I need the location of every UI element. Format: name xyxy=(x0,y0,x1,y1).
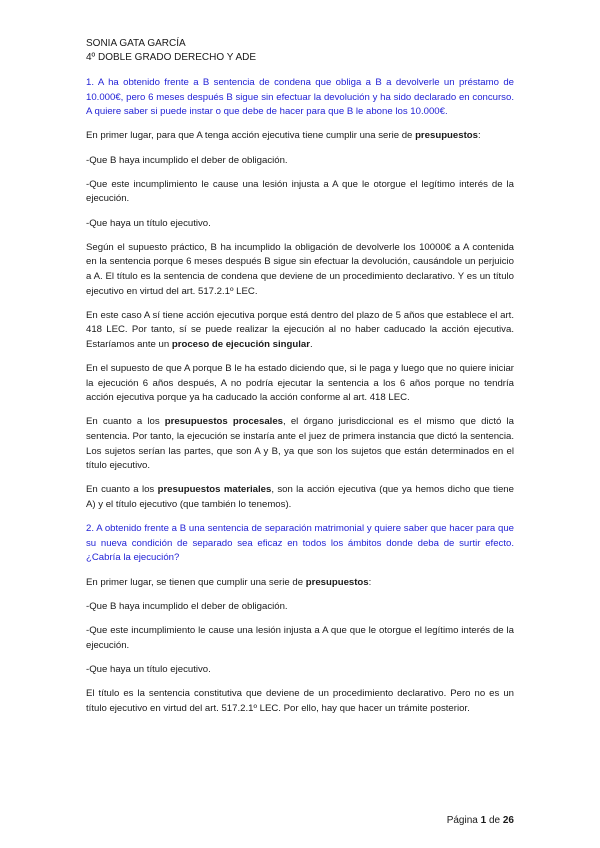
paragraph: En primer lugar, se tienen que cumplir una serie de presupuestos: xyxy=(86,576,372,588)
page-number: Página 1 de 26 xyxy=(446,815,514,826)
list-item: -Que este incumplimiento le cause una lesión injusta a A que le otorgue el legítimo interés de la ejecución. xyxy=(86,178,514,205)
question-2: 2. A obtenido frente a B una sentencia de separación matrimonial y quiere saber que hacer para que su nueva condición de separado sea eficaz en todos los ámbitos donde deba de surtir efecto. ¿Cabría la ejecución? xyxy=(86,523,514,564)
list-item: -Que B haya incumplido el deber de obligación. xyxy=(86,600,288,612)
author-name: SONIA GATA GARCÍA xyxy=(86,38,186,49)
list-item: -Que B haya incumplido el deber de obligación. xyxy=(86,154,288,166)
question-1: 1. A ha obtenido frente a B sentencia de condena que obliga a B a devolverle un préstamo de 10.000€, pero 6 meses después B sigue sin efectuar la devolución y ha sido declarado en concurso. A quiere saber si puede instar o que debe de hacer para que B le abone los 10.000€. xyxy=(86,77,514,118)
list-item: -Que este incumplimiento le cause una lesión injusta a A que que le otorgue el legítimo interés de la ejecución. xyxy=(86,624,514,651)
list-item: -Que haya un título ejecutivo. xyxy=(86,217,211,229)
list-item: -Que haya un título ejecutivo. xyxy=(86,663,211,675)
paragraph: En cuanto a los presupuestos materiales, son la acción ejecutiva (que ya hemos dicho que tiene A) y el título ejecutivo (que también lo tenemos). xyxy=(86,484,514,510)
paragraph: En el supuesto de que A porque B le ha estado diciendo que, si le paga y luego que no quiere iniciar la ejecución 6 años después, A no podría ejecutar la sentencia a los 6 años porque no tendría acción ejecutiva porque ya ha caducado la acción conforme al art. 418 LEC. xyxy=(86,363,514,404)
paragraph: En cuanto a los presupuestos procesales, el órgano jurisdiccional es el mismo que dictó la sentencia. Por tanto, la ejecución se instaría ante el juez de primera instancia que dictó la sentencia. Los sujetos serían las partes, que son A y B, ya que son los sujetos que están determinados en el título ejecutivo. xyxy=(86,416,514,472)
document-page xyxy=(86,37,514,726)
paragraph: En este caso A sí tiene acción ejecutiva porque está dentro del plazo de 5 años que establece el art. 418 LEC. Por tanto, sí se puede realizar la ejecución al no haber caducado la acción ejecutiva. Estaríamos ante un proceso de ejecución singular. xyxy=(86,309,514,350)
paragraph: En primer lugar, para que A tenga acción ejecutiva tiene cumplir una serie de presupuestos: xyxy=(86,130,481,142)
paragraph: Según el supuesto práctico, B ha incumplido la obligación de devolverle los 10000€ a A contenida en la sentencia porque 6 meses después B sigue sin efectuar la devolución, causándole un perjuicio a A. El título es la sentencia de condena que deviene de un procedimiento declarativo. Y es un título ejecutivo en virtud del art. 517.2.1º LEC. xyxy=(86,241,514,297)
paragraph: El título es la sentencia constitutiva que deviene de un procedimiento declarativo. Pero no es un título ejecutivo en virtud del art. 517.2.1º LEC. Por ello, hay que hacer un trámite posterior. xyxy=(86,687,514,714)
course-name: 4º DOBLE GRADO DERECHO Y ADE xyxy=(86,52,256,63)
